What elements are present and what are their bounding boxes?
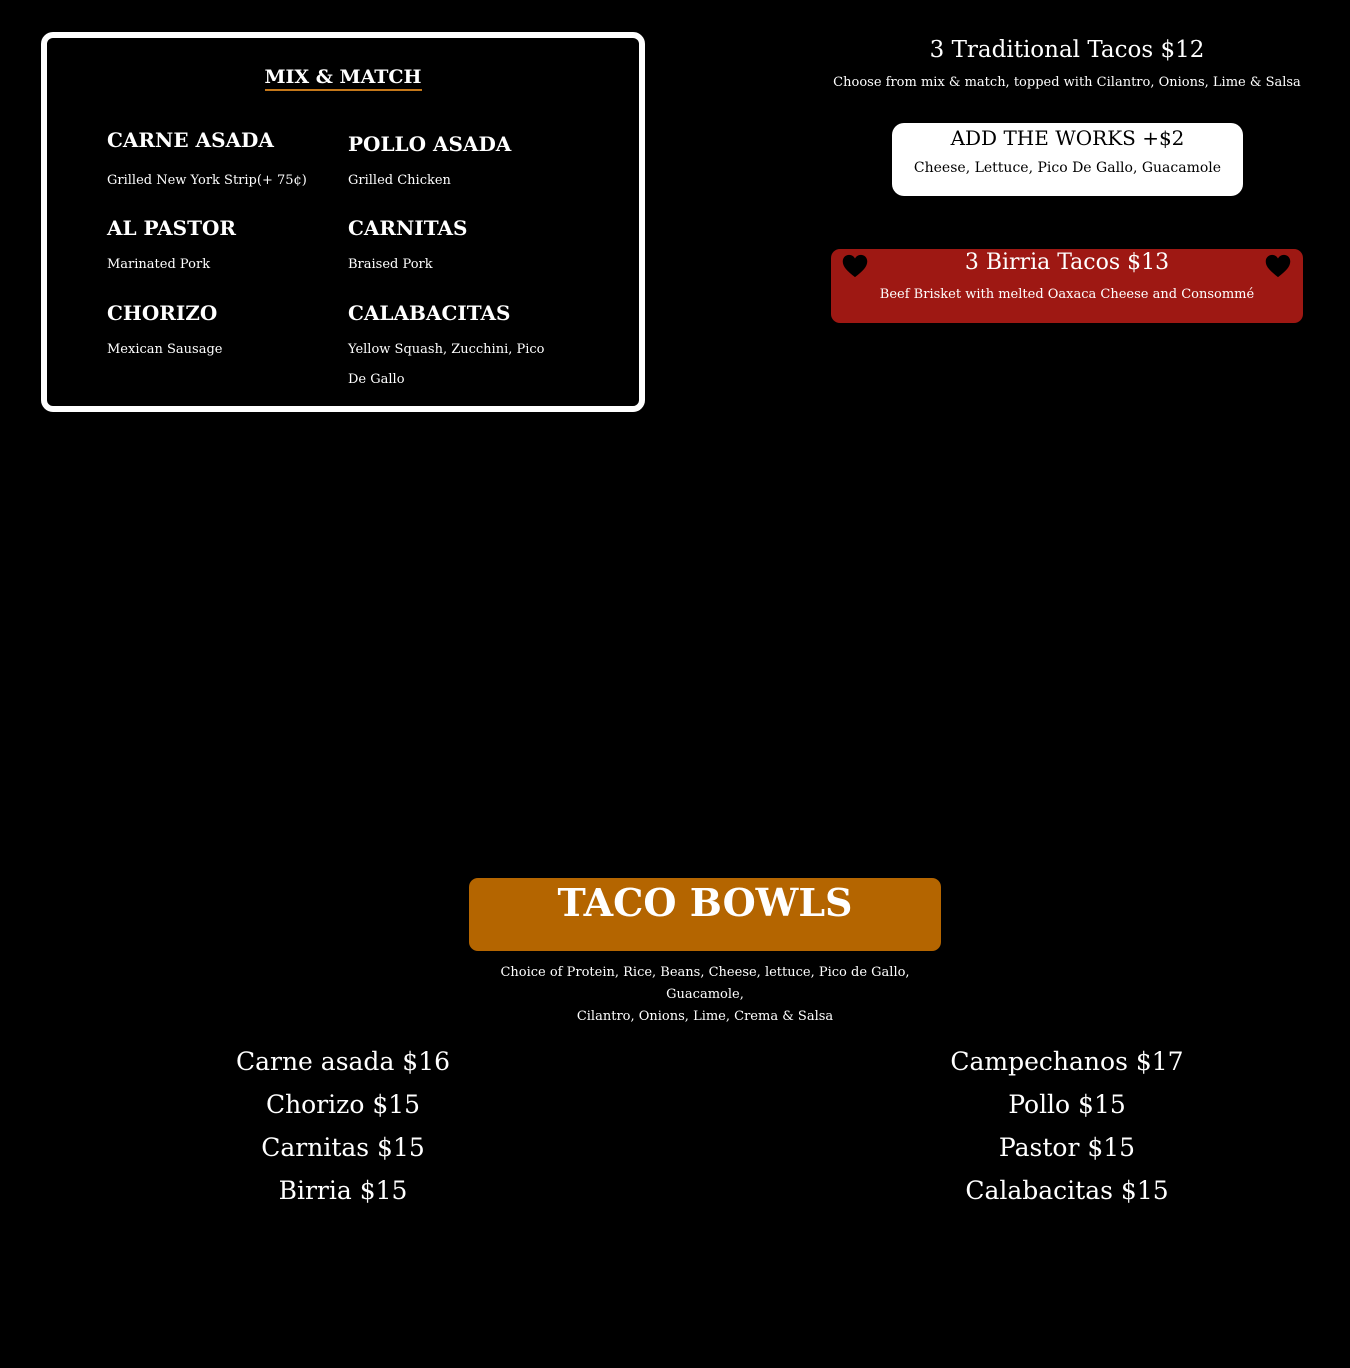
bowls-left-column	[143, 1041, 543, 1213]
birria-tacos-desc: Beef Brisket with melted Oaxaca Cheese and Consommé	[879, 287, 1255, 302]
birria-tacos-title: 3 Birria Tacos $13	[964, 250, 1170, 275]
protein-name: POLLO ASADA	[348, 132, 512, 156]
protein-desc: Grilled New York Strip(+ 75¢)	[107, 173, 307, 188]
bowl-item: Carne asada $16	[235, 1047, 451, 1076]
taco-bowls-desc-line: Cilantro, Onions, Lime, Crema & Salsa	[576, 1009, 834, 1024]
birria-tacos-box	[831, 249, 1303, 323]
mix-match-title: MIX & MATCH	[47, 66, 639, 88]
mix-match-panel	[41, 32, 645, 412]
protein-desc: Braised Pork	[348, 257, 433, 272]
heart-icon	[1264, 252, 1292, 280]
protein-name: CHORIZO	[107, 301, 218, 325]
add-the-works-title: ADD THE WORKS +$2	[950, 126, 1185, 150]
bowl-item: Birria $15	[278, 1176, 408, 1205]
taco-bowls-desc	[469, 962, 941, 1028]
bowl-item: Calabacitas $15	[965, 1176, 1169, 1205]
bowl-item: Pollo $15	[1008, 1090, 1126, 1119]
add-the-works-box	[892, 123, 1243, 196]
taco-bowls-title: TACO BOWLS	[557, 880, 853, 925]
bowl-item: Chorizo $15	[265, 1090, 421, 1119]
traditional-tacos-desc: Choose from mix & match, topped with Cilantro, Onions, Lime & Salsa	[833, 75, 1301, 90]
bowl-item: Pastor $15	[998, 1133, 1136, 1162]
taco-bowls-desc-line: Choice of Protein, Rice, Beans, Cheese, lettuce, Pico de Gallo, Guacamole,	[500, 965, 910, 1002]
protein-name: CALABACITAS	[348, 301, 511, 325]
traditional-tacos-title: 3 Traditional Tacos $12	[929, 37, 1205, 63]
bowl-item: Carnitas $15	[261, 1133, 425, 1162]
protein-name: CARNITAS	[348, 216, 468, 240]
protein-desc: Marinated Pork	[107, 257, 211, 272]
bowl-item: Campechanos $17	[950, 1047, 1184, 1076]
protein-name: AL PASTOR	[107, 216, 237, 240]
protein-desc: Grilled Chicken	[348, 173, 451, 188]
add-the-works-desc: Cheese, Lettuce, Pico De Gallo, Guacamole	[913, 160, 1222, 176]
bowls-right-column	[867, 1041, 1267, 1213]
taco-bowls-banner	[469, 878, 941, 951]
protein-desc: Mexican Sausage	[107, 342, 223, 357]
protein-desc: Yellow Squash, Zucchini, Pico De Gallo	[348, 342, 545, 387]
protein-name: CARNE ASADA	[107, 128, 274, 152]
